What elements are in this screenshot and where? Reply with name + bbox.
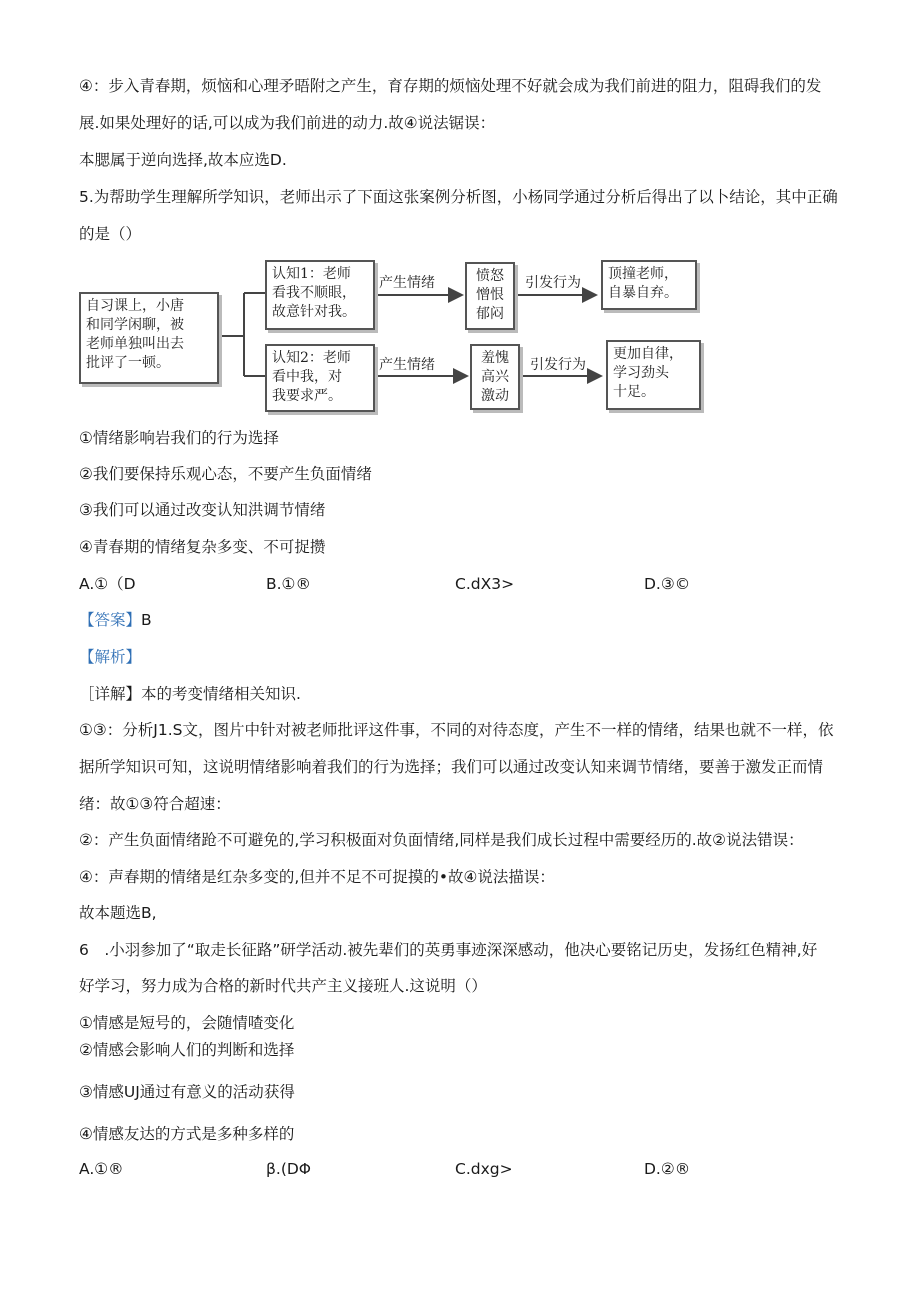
explanation-line: ②：产生负面情绪跄不可避免的,学习积极面对负面情绪,同样是我们成长过程中需要经历的.故②说法错误： xyxy=(79,831,804,849)
arrow-label-behavior-2: 引发行为 xyxy=(530,357,586,373)
arrow-label-emotion-2: 产生情绪 xyxy=(379,357,435,373)
behavior-1-box: 顶撞老师， 自暴自弃。 xyxy=(601,260,697,310)
statement: ③我们可以通过改变认知洪调节情绪 xyxy=(79,501,326,519)
option-d: D.②® xyxy=(644,1160,691,1178)
option-d: D.③© xyxy=(644,575,691,593)
explanation-line: 绪：故①③符合超速： xyxy=(79,795,231,813)
text-line: 展.如果处理好的话,可以成为我们前进的动力.故④说法锯误： xyxy=(79,114,496,132)
question-6-stem: 好学习，努力成为合格的新时代共产主义接班人.这说明（） xyxy=(79,977,487,995)
text-line: ④：步入青春期，烦恼和心理矛晤附之产生，育存期的烦恼处理不好就会成为我们前进的阻力，阻碍我们的发 xyxy=(79,77,822,95)
cognition-1-box: 认知1：老师 看我不顺眼， 故意针对我。 xyxy=(265,260,375,330)
answer-value: B xyxy=(141,611,152,629)
option-a: A.①（D xyxy=(79,575,136,593)
answer-line xyxy=(79,610,152,630)
explanation-line: ①③：分析J1.S文，图片中针对被老师批评这件事，不同的对待态度，产生不一样的情绪，结果也就不一样，依 xyxy=(79,721,834,739)
case-analysis-diagram xyxy=(79,258,704,416)
option-b: B.①® xyxy=(266,575,311,593)
cognition-2-box: 认知2：老师 看中我，对 我要求严。 xyxy=(265,344,375,412)
analysis-tag: 【解析】 xyxy=(79,648,142,666)
answer-tag: 【答案】 xyxy=(79,611,142,629)
option-c: C.dxg> xyxy=(455,1160,513,1178)
explanation-line: 据所学知识可知，这说明情绪影响着我们的行为选择；我们可以通过改变认知来调节情绪，要善于激发正而情 xyxy=(79,758,824,776)
emotion-2-box: 羞愧 高兴 激动 xyxy=(470,344,520,410)
arrow-label-behavior-1: 引发行为 xyxy=(525,275,581,291)
text-line: 本腮属于逆向选择,故本应选D. xyxy=(79,151,287,169)
behavior-2-box: 更加自律， 学习劲头 十足。 xyxy=(606,340,701,410)
statement: ①情绪影响岩我们的行为选择 xyxy=(79,429,279,447)
explanation-line: ④：声春期的情绪是红杂多变的,但并不足不可捉摸的•故④说法描误： xyxy=(79,868,555,886)
question-6-stem: 6 .小羽参加了“取走长征路”研学活动.被先辈们的英勇事迹深深感动，他决心要铭记历史，发扬红色精神,好 xyxy=(79,941,818,959)
statement: ③情感UJ通过有意义的活动获得 xyxy=(79,1083,295,1101)
option-a: A.①® xyxy=(79,1160,124,1178)
option-c: C.dX3> xyxy=(455,575,515,593)
statement: ②我们要保持乐观心态，不要产生负面情绪 xyxy=(79,465,372,483)
statement: ①情感是短号的，会随情喳变化 xyxy=(79,1014,295,1032)
arrow-label-emotion-1: 产生情绪 xyxy=(379,275,435,291)
emotion-1-box: 愤怒 憎恨 郁闷 xyxy=(465,262,515,330)
option-b: β.(DΦ xyxy=(266,1160,312,1178)
statement: ④情感友达的方式是多种多样的 xyxy=(79,1125,295,1143)
statement: ②情感会影响人们的判断和选择 xyxy=(79,1041,295,1059)
analysis-line xyxy=(79,647,141,667)
statement: ④青春期的情绪复杂多变、不可捉攒 xyxy=(79,538,326,556)
question-5-stem: 5.为帮助学生理解所学知识，老师出示了下面这张案例分析图，小杨同学通过分析后得出了以卜结论，其中正确 xyxy=(79,188,838,206)
explanation-line: 故本题选B, xyxy=(79,904,157,922)
question-5-stem: 的是（） xyxy=(79,225,142,243)
case-source-box: 自习课上，小唐 和同学闲聊，被 老师单独叫出去 批评了一顿。 xyxy=(79,292,219,384)
explanation-line: ［详解】本的考变情绪相关知识. xyxy=(79,685,301,703)
